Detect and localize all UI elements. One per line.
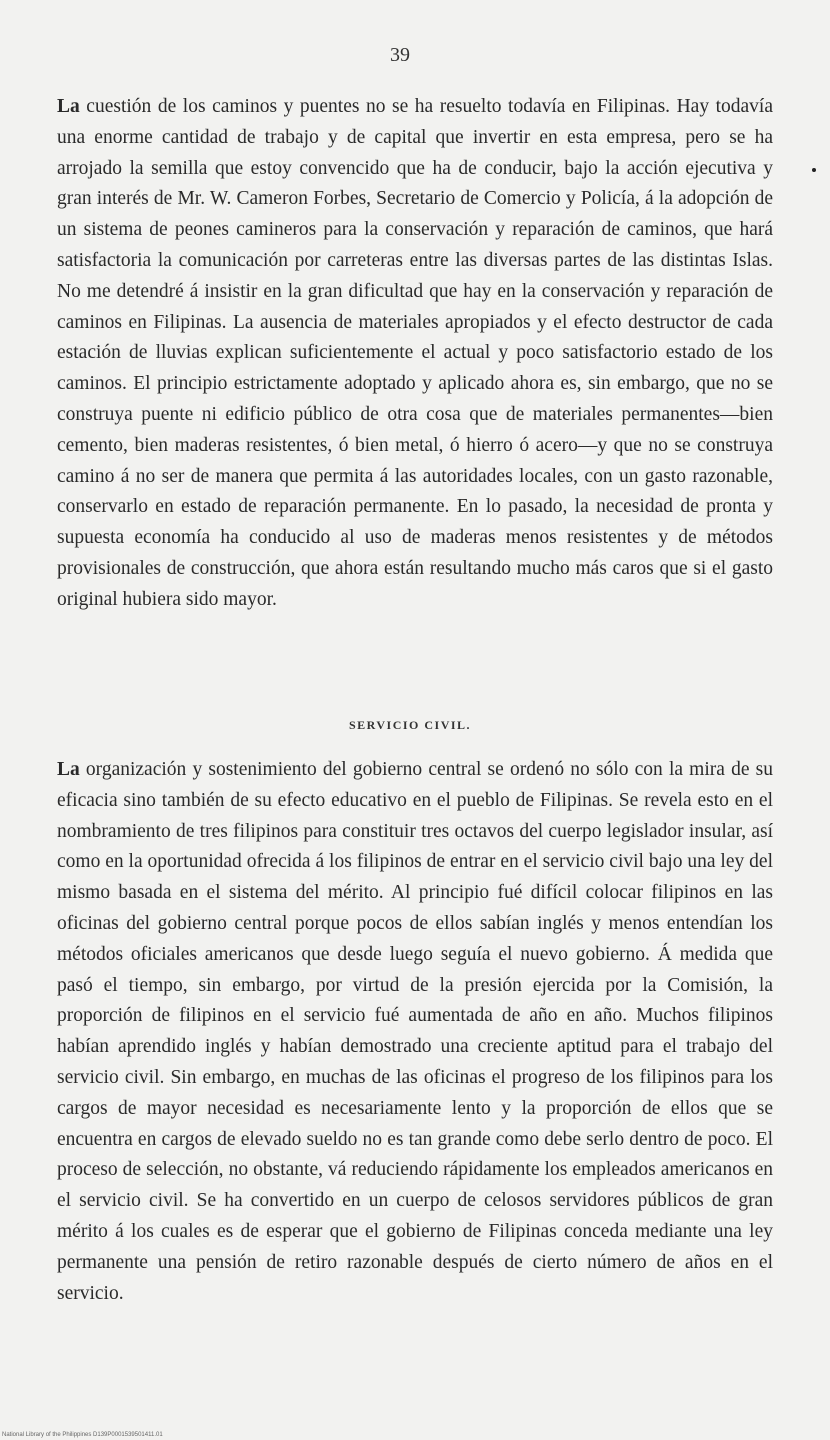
paragraph-body: cuestión de los caminos y puentes no se ha resuelto todavía en Filipinas. Hay todavía una enorme cantidad de trabajo y de capital que invertir en esta empresa, pero se ha arrojado la semilla que estoy convencido que ha de conducir, bajo la acción ejecutiva y gran interés de Mr. W. Cameron Forbes, Secretario de Comercio y Policía, á la adopción de un sistema de peones camineros para la conservación y reparación de caminos, que hará satisfactoria la comunicación por carreteras entre las diversas partes de las distintas Islas. No me detendré á insistir en la gran dificultad que hay en la conservación y reparación de caminos en Filipinas. La ausencia de materiales apropiados y el efecto destructor de cada estación de lluvias explican suficientemente el actual y poco satisfactorio estado de los caminos. El principio estrictamente adoptado y aplicado ahora es, sin embargo, que no se construya puente ni edificio público de otra cosa que de materiales permanentes—bien cemento, bien maderas resistentes, ó bien metal, ó hierro ó acero—y que no se construya camino á no ser de manera que permita á las autoridades locales, con un gasto razonable, conservarlo en estado de reparación permanente. En lo pasado, la necesidad de pronta y supuesta economía ha conducido al uso de maderas menos resistentes y de métodos provisionales de construcción, que ahora están resultando mucho más caros que si el gasto original hubiera sido mayor. — [57, 96, 773, 610]
paragraph-roads — [57, 92, 773, 616]
section-heading: SERVICIO CIVIL. — [348, 718, 472, 732]
paragraph-civil-service — [57, 755, 773, 1309]
scan-credit-footer: National Library of the Philippines D139P0001539501411.01 — [2, 1432, 163, 1438]
paragraph-first-word: La — [57, 96, 80, 117]
paragraph-body: organización y sostenimiento del gobierno central se ordenó no sólo con la mira de su eficacia sino también de su efecto educativo en el pueblo de Filipinas. Se revela esto en el nombramiento de tres filipinos para constituir tres octavos del cuerpo legislador insular, así como en la oportunidad ofrecida á los filipinos de entrar en el servicio civil bajo una ley del mismo basada en el sistema del mérito. Al principio fué difícil colocar filipinos en las oficinas del gobierno central porque pocos de ellos sabían inglés y menos entendían los métodos oficiales americanos que desde luego seguía el nuevo gobierno. Á medida que pasó el tiempo, sin embargo, por virtud de la presión ejercida por la Comisión, la proporción de filipinos en el servicio fué aumentada de año en año. Muchos filipinos habían aprendido inglés y habían demostrado una creciente aptitud para el trabajo del servicio civil. Sin embargo, en muchas de las oficinas el progreso de los filipinos para los cargos de mayor necesidad es necesariamente lento y la proporción de ellos que se encuentra en cargos de elevado sueldo no es tan grande como debe serlo dentro de poco. El proceso de selección, no obstante, vá reduciendo rápidamente los empleados americanos en el servicio civil. Se ha convertido en un cuerpo de celosos servidores públicos de gran mérito á los cuales es de esperar que el gobierno de Filipinas conceda mediante una ley permanente una pensión de retiro razonable después de cierto número de años en el servicio. — [57, 759, 773, 1304]
page-number: 39 — [390, 44, 410, 66]
margin-mark — [812, 168, 816, 172]
paragraph-first-word: La — [57, 759, 80, 780]
